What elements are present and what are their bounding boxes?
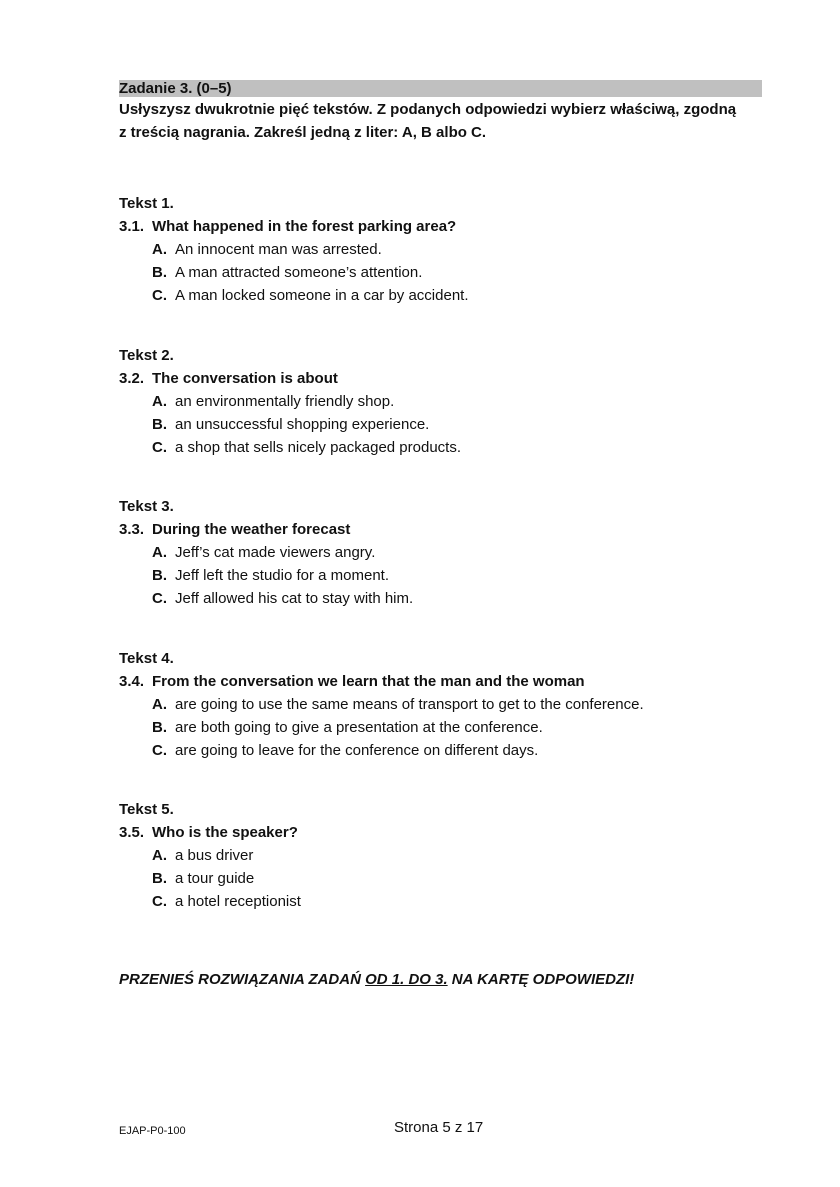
question-3-5	[119, 821, 769, 844]
option-text: are going to use the same means of transport to get to the conference.	[175, 696, 644, 713]
option-text: An innocent man was arrested.	[175, 241, 382, 258]
question-number: 3.5.	[119, 824, 145, 841]
option-letter[interactable]: A.	[152, 241, 167, 258]
option-letter[interactable]: A.	[152, 544, 167, 561]
question-3-4	[119, 670, 769, 693]
option-letter[interactable]: A.	[152, 847, 167, 864]
task-title: Zadanie 3. (0–5)	[119, 80, 232, 97]
question-number: 3.3.	[119, 521, 145, 538]
option-letter[interactable]: A.	[152, 393, 167, 410]
option-letter[interactable]: B.	[152, 264, 167, 281]
question-3-2	[119, 367, 769, 390]
exam-code: EJAP-P0-100	[119, 1125, 186, 1137]
option-text: are going to leave for the conference on different days.	[175, 742, 539, 759]
option-text: a shop that sells nicely packaged products.	[175, 439, 462, 456]
option-text: an unsuccessful shopping experience.	[175, 416, 430, 433]
option-letter[interactable]: C.	[152, 439, 167, 456]
option-text: a bus driver	[175, 847, 254, 864]
option-b[interactable]	[119, 716, 769, 739]
option-letter[interactable]: B.	[152, 870, 167, 887]
question-number: 3.2.	[119, 370, 145, 387]
instructions-line-1: Usłyszysz dwukrotnie pięć tekstów. Z podanych odpowiedzi wybierz właściwą, zgodną	[119, 101, 737, 118]
option-text: an environmentally friendly shop.	[175, 393, 395, 410]
tekst-title: Tekst 2.	[119, 347, 174, 364]
option-letter[interactable]: A.	[152, 696, 167, 713]
instructions-line-2: z treścią nagrania. Zakreśl jedną z liter: A, B albo C.	[119, 124, 487, 141]
tekst-1-block	[119, 192, 769, 307]
question-3-1	[119, 215, 769, 238]
tekst-5-block	[119, 798, 769, 913]
question-3-3	[119, 518, 769, 541]
question-text: From the conversation we learn that the man and the woman	[152, 673, 585, 690]
transfer-part-3: NA KARTĘ ODPOWIEDZI!	[447, 971, 635, 988]
tekst-2-block	[119, 344, 769, 459]
option-text: Jeff allowed his cat to stay with him.	[175, 590, 414, 607]
tekst-4-block	[119, 647, 769, 762]
task-header	[119, 80, 762, 97]
option-a[interactable]	[119, 844, 769, 867]
option-b[interactable]	[119, 261, 769, 284]
option-c[interactable]	[119, 739, 769, 762]
option-text: are both going to give a presentation at the conference.	[175, 719, 543, 736]
tekst-title: Tekst 3.	[119, 498, 174, 515]
option-c[interactable]	[119, 587, 769, 610]
tekst-title: Tekst 5.	[119, 801, 174, 818]
option-text: Jeff’s cat made viewers angry.	[175, 544, 376, 561]
option-a[interactable]	[119, 693, 769, 716]
option-letter[interactable]: B.	[152, 719, 167, 736]
option-text: a hotel receptionist	[175, 893, 301, 910]
option-letter[interactable]: C.	[152, 287, 167, 304]
question-text: Who is the speaker?	[152, 824, 298, 841]
question-text: The conversation is about	[152, 370, 338, 387]
page-number: Strona 5 z 17	[394, 1119, 484, 1136]
tekst-title: Tekst 1.	[119, 195, 174, 212]
question-text: During the weather forecast	[152, 521, 351, 538]
option-b[interactable]	[119, 564, 769, 587]
option-c[interactable]	[119, 890, 769, 913]
transfer-part-1: PRZENIEŚ ROZWIĄZANIA ZADAŃ	[119, 971, 366, 988]
option-letter[interactable]: B.	[152, 416, 167, 433]
option-a[interactable]	[119, 390, 769, 413]
transfer-range: OD 1. DO 3.	[365, 971, 448, 988]
transfer-instruction	[119, 968, 779, 991]
tekst-title: Tekst 4.	[119, 650, 174, 667]
question-text: What happened in the forest parking area?	[152, 218, 457, 235]
option-a[interactable]	[119, 541, 769, 564]
option-a[interactable]	[119, 238, 769, 261]
option-text: A man locked someone in a car by accident.	[175, 287, 469, 304]
tekst-3-block	[119, 495, 769, 610]
question-number: 3.1.	[119, 218, 145, 235]
option-letter[interactable]: C.	[152, 590, 167, 607]
option-b[interactable]	[119, 867, 769, 890]
option-letter[interactable]: C.	[152, 742, 167, 759]
option-c[interactable]	[119, 284, 769, 307]
option-letter[interactable]: B.	[152, 567, 167, 584]
question-number: 3.4.	[119, 673, 145, 690]
option-text: A man attracted someone’s attention.	[175, 264, 423, 281]
option-c[interactable]	[119, 436, 769, 459]
option-text: Jeff left the studio for a moment.	[175, 567, 389, 584]
option-letter[interactable]: C.	[152, 893, 167, 910]
option-text: a tour guide	[175, 870, 255, 887]
option-b[interactable]	[119, 413, 769, 436]
task-instructions	[119, 98, 769, 144]
